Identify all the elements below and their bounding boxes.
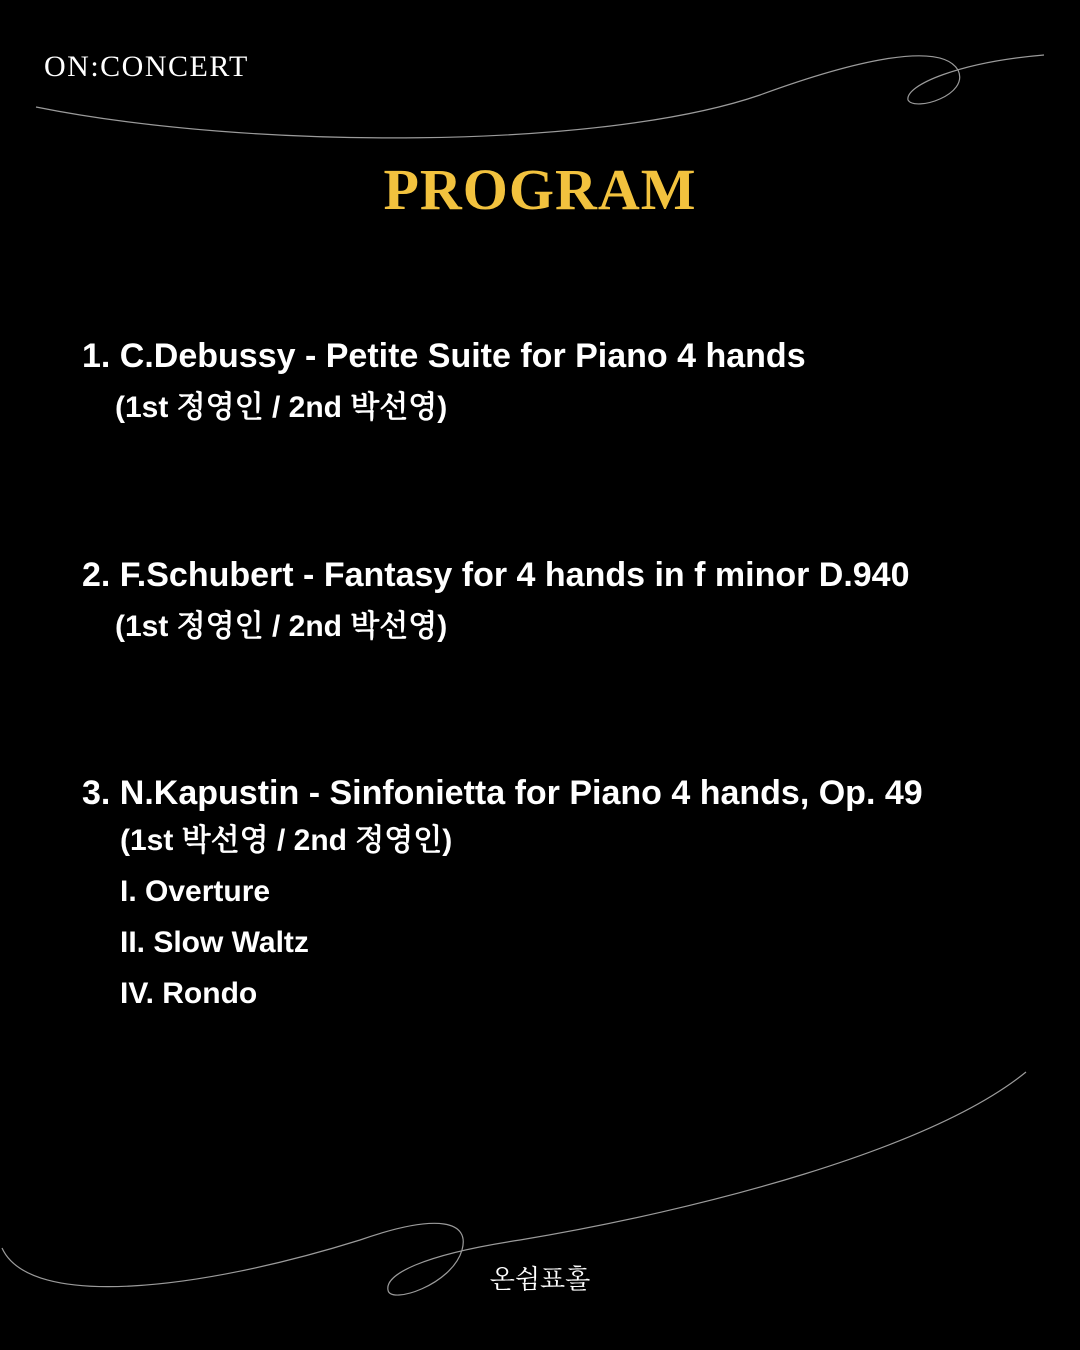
movement-item: I. Overture [120, 875, 271, 908]
program-item-title: 2. F.Schubert - Fantasy for 4 hands in f minor D.940 [82, 556, 910, 594]
bottom-swirl-line [2, 1072, 1026, 1295]
movement-item: IV. Rondo [120, 977, 258, 1010]
brand-logo: ON:CONCERT [44, 50, 249, 83]
movement-item: II. Slow Waltz [120, 926, 309, 959]
program-item-performers: (1st 정영인 / 2nd 박선영) [115, 610, 448, 643]
program-item-3 [82, 773, 923, 1012]
program-item-2 [82, 555, 910, 645]
program-item-1 [82, 336, 806, 426]
program-item-performers: (1st 정영인 / 2nd 박선영) [115, 391, 448, 424]
page-title: PROGRAM [383, 157, 697, 222]
program-item-title: 1. C.Debussy - Petite Suite for Piano 4 hands [82, 337, 806, 375]
venue-name: 온쉼표홀 [489, 1264, 591, 1294]
program-item-title: 3. N.Kapustin - Sinfonietta for Piano 4 hands, Op. 49 [82, 774, 923, 812]
program-item-performers: (1st 박선영 / 2nd 정영인) [120, 824, 453, 857]
